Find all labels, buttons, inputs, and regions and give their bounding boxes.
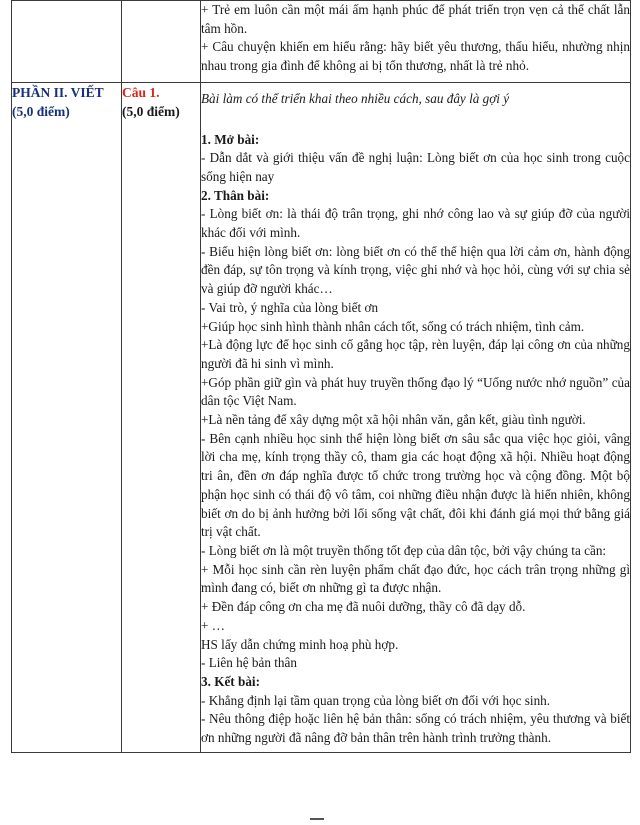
part-cell-empty [12, 1, 122, 83]
answer-line: - Biểu hiện lòng biết ơn: lòng biết ơn có thể thể hiện qua lời cảm ơn, hành động đền đáp, sự tôn trọng và kính trọng, việc ghi nhớ và học hỏi, cùng với sự chia sẻ và giúp đỡ người khác… [201, 243, 630, 297]
question-cell-empty [122, 1, 201, 83]
answer-lines [201, 131, 630, 748]
answer-line: + Đền đáp công ơn cha mẹ đã nuôi dưỡng, thầy cô đã dạy dỗ. [201, 599, 526, 615]
answer-line: + Mỗi học sinh cần rèn luyện phẩm chất đạo đức, học cách trân trọng những gì mình đang có, biết ơn những gì ta được nhận. [201, 561, 630, 596]
answer-line: - Nêu thông điệp hoặc liên hệ bản thân: sống có trách nhiệm, yêu thương và biết ơn những người đã nâng đỡ bản thân trên hành trình trưởng thành. [201, 711, 630, 746]
table-row [12, 1, 631, 83]
answer-line: + Câu chuyện khiến em hiểu rằng: hãy biết yêu thương, thấu hiểu, nhường nhịn nhau trong gia đình để không ai bị tổn thương, nhất là trẻ nhỏ. [201, 39, 630, 74]
part-cell [12, 82, 122, 752]
section-heading: 2. Thân bài: [201, 187, 270, 203]
table-row [12, 82, 631, 752]
answer-line: - Vai trò, ý nghĩa của lòng biết ơn [201, 299, 379, 315]
answer-cell [201, 1, 631, 83]
answer-line: - Lòng biết ơn: là thái độ trân trọng, ghi nhớ công lao và sự giúp đỡ của người khác đối với mình. [201, 206, 630, 241]
answer-line: - Khẳng định lại tầm quan trọng của lòng biết ơn đối với học sinh. [201, 692, 551, 708]
answer-line: + Trẻ em luôn cần một mái ấm hạnh phúc để phát triển trọn vẹn cả thể chất lẫn tâm hồn. [201, 2, 630, 36]
part-title: PHẦN II. VIẾT [12, 84, 104, 100]
answer-line: +Là nền tảng để xây dựng một xã hội nhân văn, gắn kết, giàu tình người. [201, 412, 586, 428]
answer-line: +Giúp học sinh hình thành nhân cách tốt, sống có trách nhiệm, tình cảm. [201, 318, 585, 334]
answer-line: +Góp phần giữ gìn và phát huy truyền thống đạo lý “Uống nước nhớ nguồn” của dân tộc Việt Nam. [201, 374, 630, 409]
answer-line: - Liên hệ bản thân [201, 655, 297, 671]
answer-cell [201, 82, 631, 752]
answer-line: - Dẫn dắt và giới thiệu vấn đề nghị luận: Lòng biết ơn của học sinh trong cuộc sống hiện nay [201, 150, 630, 184]
answer-table [11, 0, 631, 753]
section-heading: 1. Mở bài: [201, 131, 260, 147]
question-label: Câu 1. [122, 84, 160, 100]
question-cell [122, 82, 201, 752]
part-points: (5,0 điểm) [12, 103, 70, 119]
answer-intro: Bài làm có thể triển khai theo nhiều cách, sau đây là gợi ý [201, 90, 510, 106]
answer-line: HS lấy dẫn chứng minh hoạ phù hợp. [201, 636, 399, 652]
section-heading: 3. Kết bài: [201, 673, 260, 689]
answer-line: + … [201, 617, 225, 633]
question-points: (5,0 điểm) [122, 103, 180, 119]
page-edge-mark [310, 818, 324, 820]
answer-line: +Là động lực để học sinh cố gắng học tập, rèn luyện, đáp lại công ơn của những người đã hi sinh vì mình. [201, 337, 630, 371]
answer-line: - Bên cạnh nhiều học sinh thể hiện lòng biết ơn sâu sắc qua việc học giỏi, vâng lời cha mẹ, kính trọng thầy cô, tham gia các hoạt động xã hội. Nhiều hoạt động tri ân, đền ơn đáp nghĩa được tổ chức trong trường học và cộng đồng. Một bộ phận học sinh có thái độ vô tâm, coi những điều nhận được là hiển nhiên, không biết ơn do bị ảnh hưởng bởi lối sống vật chất, đôi khi đánh giá mọi thứ bằng giá trị vật chất. [201, 430, 630, 540]
answer-line: - Lòng biết ơn là một truyền thống tốt đẹp của dân tộc, bởi vậy chúng ta cần: [201, 542, 607, 558]
